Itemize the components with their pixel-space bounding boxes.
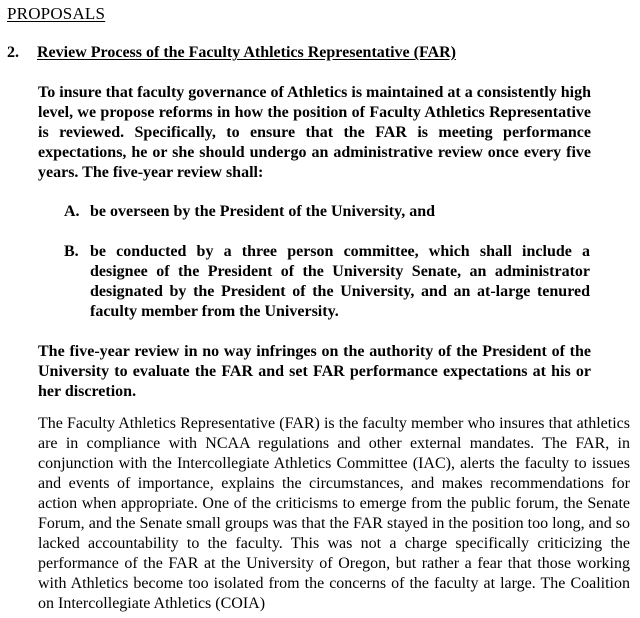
rationale-paragraph: The Faculty Athletics Representative (FAR) is the faculty member who insures that athletics are in compliance with NCAA regulations and other external mandates. The FAR, in conjunction with the Intercollegiate Athletics Committee (IAC), alerts the faculty to issues and events of importance, explains the circumstances, and makes recommendations for action when appropriate. One of the criticisms to emerge from the public forum, the Senate Forum, and the Senate small groups was that the FAR stayed in the position too long, and so lacked accountability to the faculty. This was not a charge specifically criticizing the performance of the FAR at the University of Oregon, but rather a fear that those working with Athletics become too isolated from the concerns of the faculty at large. The Coalition on Intercollegiate Athletics (COIA) — [38, 415, 630, 612]
list-item-text: be conducted by a three person committee, which shall include a designee of the President of the University Senate, an administrator designated by the President of the University, and an at-large tenured faculty member from the University. — [90, 243, 590, 320]
proposal-list-item-b — [64, 242, 590, 322]
section-title — [7, 44, 627, 62]
section-title-text: Review Process of the Faculty Athletics Representative (FAR) — [37, 44, 456, 61]
proposal-list-item-a — [64, 202, 590, 222]
list-item-text: be overseen by the President of the University, and — [90, 203, 436, 220]
list-item-letter: B. — [64, 243, 79, 260]
proposal-intro-paragraph: To insure that faculty governance of Athletics is maintained at a consistently high level, we propose reforms in how the position of Faculty Athletics Representative is reviewed. Specifically, to ensure that the FAR is meeting performance expectations, he or she should undergo an administrative review once every five years. The five-year review shall: — [38, 84, 591, 181]
list-item-letter: A. — [64, 203, 80, 220]
page-heading: PROPOSALS — [7, 4, 106, 23]
proposal-closing-paragraph: The five-year review in no way infringes on the authority of the President of the University to evaluate the FAR and set FAR performance expectations at his or her discretion. — [38, 343, 591, 400]
section-number: 2. — [7, 44, 19, 61]
